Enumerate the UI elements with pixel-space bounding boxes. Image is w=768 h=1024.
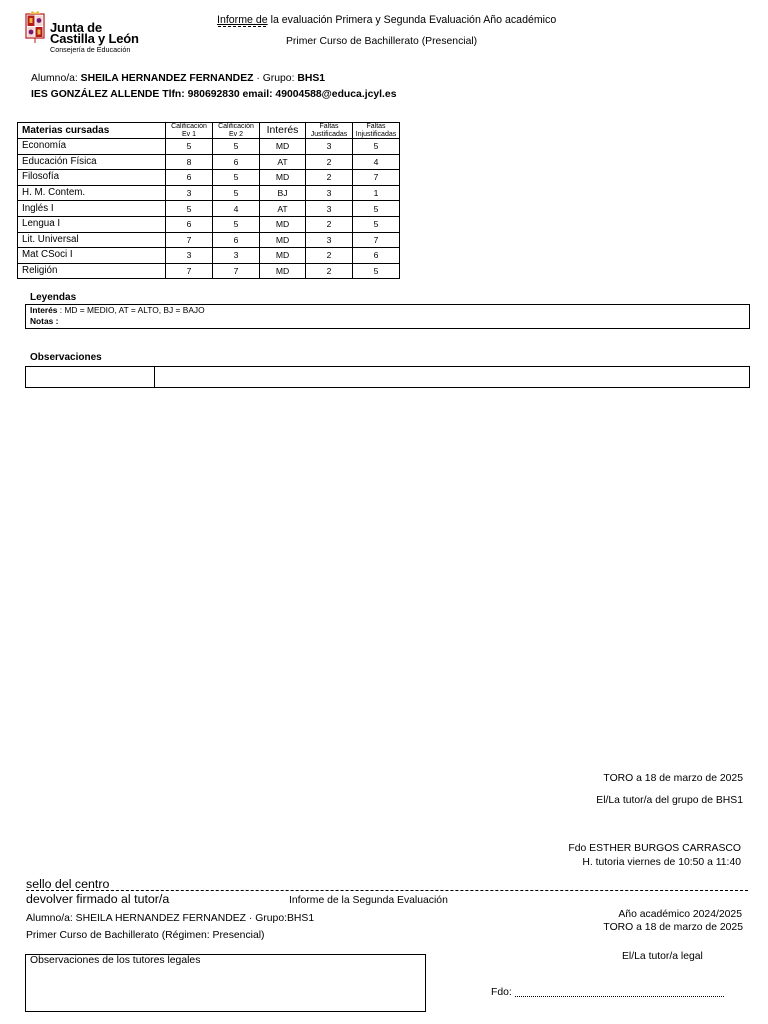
observations-divider (154, 366, 155, 387)
interest-cell: AT (260, 201, 306, 217)
ev1-cell: 6 (166, 170, 213, 186)
table-row (18, 216, 400, 232)
slip-course-line: Primer Curso de Bachillerato (Régimen: Presencial) (26, 930, 265, 941)
interest-cell: MD (260, 248, 306, 264)
interest-cell: BJ (260, 185, 306, 201)
ev1-cell: 6 (166, 216, 213, 232)
col-header-interest: Interés (260, 123, 306, 139)
group-label: · Grupo: (253, 73, 298, 84)
interest-cell: MD (260, 232, 306, 248)
subject-cell: Lit. Universal (18, 232, 166, 248)
table-row (18, 248, 400, 264)
unjustified-cell: 5 (353, 201, 400, 217)
justified-cell: 2 (306, 248, 353, 264)
interest-cell: MD (260, 263, 306, 279)
ev1-cell: 3 (166, 185, 213, 201)
ev2-cell: 6 (213, 232, 260, 248)
student-label: Alumno/a: (31, 73, 81, 84)
ev1-cell: 7 (166, 263, 213, 279)
ev2-cell: 5 (213, 185, 260, 201)
cut-line (26, 890, 748, 891)
guardian-label: El/La tutor/a legal (622, 951, 703, 962)
grades-header-row (18, 123, 400, 139)
report-subtitle: Primer Curso de Bachillerato (Presencial) (286, 36, 478, 47)
justified-cell: 2 (306, 263, 353, 279)
interest-cell: MD (260, 170, 306, 186)
observations-box (25, 366, 750, 388)
guardian-observations-label: Observaciones de los tutores legales (30, 955, 201, 966)
justified-cell: 2 (306, 216, 353, 232)
report-title-rest: la evaluación Primera y Segunda Evaluación Año académico (267, 14, 557, 26)
ev1-cell: 8 (166, 154, 213, 170)
ev1-cell: 7 (166, 232, 213, 248)
tutor-hours: H. tutoria viernes de 10:50 a 11:40 (582, 857, 741, 868)
table-row (18, 170, 400, 186)
interest-cell: MD (260, 139, 306, 155)
logo-castilla-y-leon: Castilla y León (50, 31, 139, 46)
ev1-cell: 5 (166, 201, 213, 217)
subject-cell: Lengua I (18, 216, 166, 232)
col-header-subject: Materias cursadas (18, 123, 166, 139)
unjustified-cell: 5 (353, 139, 400, 155)
legend-interest-label: Interés (30, 305, 58, 315)
report-title-underlined: Informe de (217, 14, 268, 26)
legend-notes: Notas : (30, 316, 59, 326)
group-value: BHS1 (297, 73, 326, 84)
unjustified-cell: 7 (353, 170, 400, 186)
table-row (18, 185, 400, 201)
justified-cell: 3 (306, 201, 353, 217)
table-row (18, 139, 400, 155)
slip-academic-year: Año académico 2024/2025 (618, 909, 742, 920)
table-row (18, 232, 400, 248)
castilla-leon-shield-icon (24, 11, 46, 44)
unjustified-cell: 5 (353, 263, 400, 279)
subject-cell: Religión (18, 263, 166, 279)
ev2-cell: 5 (213, 170, 260, 186)
subject-cell: Inglés I (18, 201, 166, 217)
justified-cell: 3 (306, 185, 353, 201)
unjustified-cell: 6 (353, 248, 400, 264)
legends-title: Leyendas (30, 292, 77, 303)
slip-title: Informe de la Segunda Evaluación (289, 895, 448, 906)
grades-table (17, 122, 400, 279)
justified-cell: 2 (306, 170, 353, 186)
table-row (18, 201, 400, 217)
logo-consejeria: Consejería de Educación (50, 45, 131, 54)
tutor-role: El/La tutor/a del grupo de BHS1 (596, 795, 743, 806)
signature-date: TORO a 18 de marzo de 2025 (603, 773, 743, 784)
ev1-cell: 5 (166, 139, 213, 155)
justified-cell: 3 (306, 139, 353, 155)
justified-cell: 2 (306, 154, 353, 170)
ev1-cell: 3 (166, 248, 213, 264)
legend-interest-text: : MD = MEDIO, AT = ALTO, BJ = BAJO (57, 305, 205, 315)
ev2-cell: 3 (213, 248, 260, 264)
unjustified-cell: 7 (353, 232, 400, 248)
col-header-ev2: Calificación Ev 2 (213, 123, 260, 139)
title-dashed-underline (218, 26, 266, 27)
ev2-cell: 5 (213, 139, 260, 155)
return-instruction: devolver firmado al tutor/a (26, 892, 170, 906)
col-header-unjustified: Faltas Injustificadas (353, 123, 400, 139)
guardian-signature-line[interactable] (515, 996, 724, 997)
interest-cell: MD (260, 216, 306, 232)
col-header-ev1: Calificación Ev 1 (166, 123, 213, 139)
student-name: SHEILA HERNANDEZ FERNANDEZ (80, 73, 254, 84)
logo-junta-de: Junta de (50, 20, 102, 35)
unjustified-cell: 1 (353, 185, 400, 201)
report-title (217, 14, 556, 26)
interest-cell: AT (260, 154, 306, 170)
legend-interest (30, 305, 205, 315)
school-seal-label: sello del centro (26, 877, 110, 891)
subject-cell: Economía (18, 139, 166, 155)
ev2-cell: 6 (213, 154, 260, 170)
subject-cell: Filosofía (18, 170, 166, 186)
guardian-signature-label: Fdo: (491, 987, 512, 998)
ev2-cell: 7 (213, 263, 260, 279)
ev2-cell: 4 (213, 201, 260, 217)
observations-title: Observaciones (30, 352, 102, 363)
slip-date: TORO a 18 de marzo de 2025 (603, 922, 743, 933)
unjustified-cell: 5 (353, 216, 400, 232)
table-row (18, 263, 400, 279)
subject-cell: H. M. Contem. (18, 185, 166, 201)
subject-cell: Mat CSoci I (18, 248, 166, 264)
tutor-signature-name: Fdo ESTHER BURGOS CARRASCO (568, 843, 741, 854)
col-header-justified: Faltas Justificadas (306, 123, 353, 139)
ev2-cell: 5 (213, 216, 260, 232)
school-contact: IES GONZÁLEZ ALLENDE Tlfn: 980692830 email: 49004588@educa.jcyl.es (31, 89, 397, 100)
table-row (18, 154, 400, 170)
slip-student-line: Alumno/a: SHEILA HERNANDEZ FERNANDEZ · Grupo:BHS1 (26, 913, 315, 924)
unjustified-cell: 4 (353, 154, 400, 170)
student-info (31, 73, 325, 84)
justified-cell: 3 (306, 232, 353, 248)
subject-cell: Educación Física (18, 154, 166, 170)
